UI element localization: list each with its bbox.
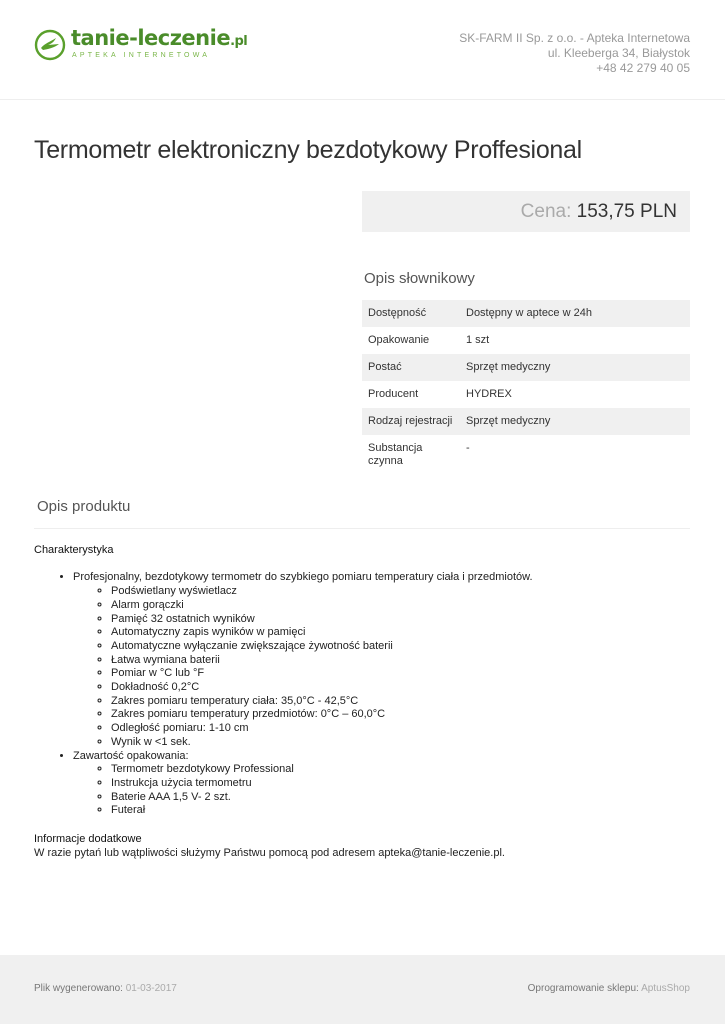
sub-list [111,763,690,818]
product-description-heading: Opis produktu [37,498,131,515]
row-key: Producent [368,388,419,400]
list-item-text: Zawartość opakowania: [73,749,189,762]
table-row [362,381,690,408]
row-key: Dostępność [368,307,427,319]
row-value: Sprzęt medyczny [466,415,551,427]
list-item: ◦ Baterie AAA 1,5 V- 2 szt. [111,791,690,805]
list-item: ◦ Pomiar w °C lub °F [111,667,690,681]
row-key: Postać [368,361,402,373]
generated-info [34,983,177,994]
software-link[interactable]: AptusShop [641,983,690,994]
company-address: ul. Kleeberga 34, Białystok [547,46,690,60]
row-value: 1 szt [466,334,490,346]
row-key: Substancja czynna [368,442,423,467]
dictionary-heading: Opis słownikowy [364,270,475,287]
divider [34,528,690,529]
list-item: ◦ Termometr bezdotykowy Professional [111,763,690,777]
swallow-logo-icon [34,29,66,61]
brand-logo[interactable] [34,26,248,64]
list-item: ◦ Pamięć 32 ostatnich wyników [111,613,690,627]
additional-info-text: W razie pytań lub wątpliwości służymy Państwu pomocą pod adresem apteka@tanie-leczenie.pl. [34,847,505,859]
generated-date: 01-03-2017 [125,983,177,994]
product-description [34,544,690,818]
list-item-text: Profesjonalny, bezdotykowy termometr do szybkiego pomiaru temperatury ciała i przedmiotów. [73,571,533,584]
additional-info [34,832,505,860]
row-value: - [466,442,470,454]
list-item: ◦ Futerał [111,804,690,818]
list-item: ◦ Łatwa wymiana baterii [111,654,690,668]
product-title: Termometr elektroniczny bezdotykowy Proffesional [34,136,582,164]
company-info [459,31,690,76]
table-row [362,435,690,475]
software-info [528,983,690,994]
page-header [0,0,725,100]
company-phone: +48 42 279 40 05 [596,61,690,75]
row-value: Sprzęt medyczny [466,361,551,373]
additional-info-title: Informacje dodatkowe [34,833,142,845]
software-label: Oprogramowanie sklepu: [527,983,639,994]
section-title: Charakterystyka [34,544,114,556]
table-row [362,300,690,327]
row-key: Rodzaj rejestracji [368,415,453,427]
list-item [73,571,690,749]
list-item: ◦ Zakres pomiaru temperatury ciała: 35,0°C - 42,5°C [111,695,690,709]
brand-tld: .pl [230,34,248,49]
table-row [362,354,690,381]
list-item: ◦ Podświetlany wyświetlacz [111,585,690,599]
list-item: ◦ Odległość pomiaru: 1-10 cm [111,722,690,736]
brand-name-text: tanie-leczenie [71,26,231,50]
row-value: HYDREX [466,388,512,400]
table-row [362,408,690,435]
row-key: Opakowanie [368,334,430,346]
sub-list [111,585,690,749]
feature-list [73,571,690,818]
list-item [73,750,690,819]
row-value: Dostępny w aptece w 24h [466,307,592,319]
price-value: 153,75 PLN [576,201,677,222]
company-name: SK-FARM II Sp. z o.o. - Apteka Internetowa [459,31,690,45]
table-row [362,327,690,354]
list-item: ◦ Automatyczny zapis wyników w pamięci [111,626,690,640]
dictionary-table [362,300,690,475]
list-item: ◦ Automatyczne wyłączanie zwiększające żywotność baterii [111,640,690,654]
list-item: ◦ Alarm gorączki [111,599,690,613]
list-item: ◦ Instrukcja użycia termometru [111,777,690,791]
page-footer [0,955,725,1024]
generated-label: Plik wygenerowano: [34,983,123,994]
brand-name [71,26,247,50]
brand-tagline: APTEKA INTERNETOWA [72,52,211,59]
list-item: ◦ Zakres pomiaru temperatury przedmiotów: 0°C – 60,0°C [111,708,690,722]
price-label: Cena: [520,201,572,222]
list-item: ◦ Dokładność 0,2°C [111,681,690,695]
list-item: ◦ Wynik w <1 sek. [111,736,690,750]
price-box [362,191,690,232]
